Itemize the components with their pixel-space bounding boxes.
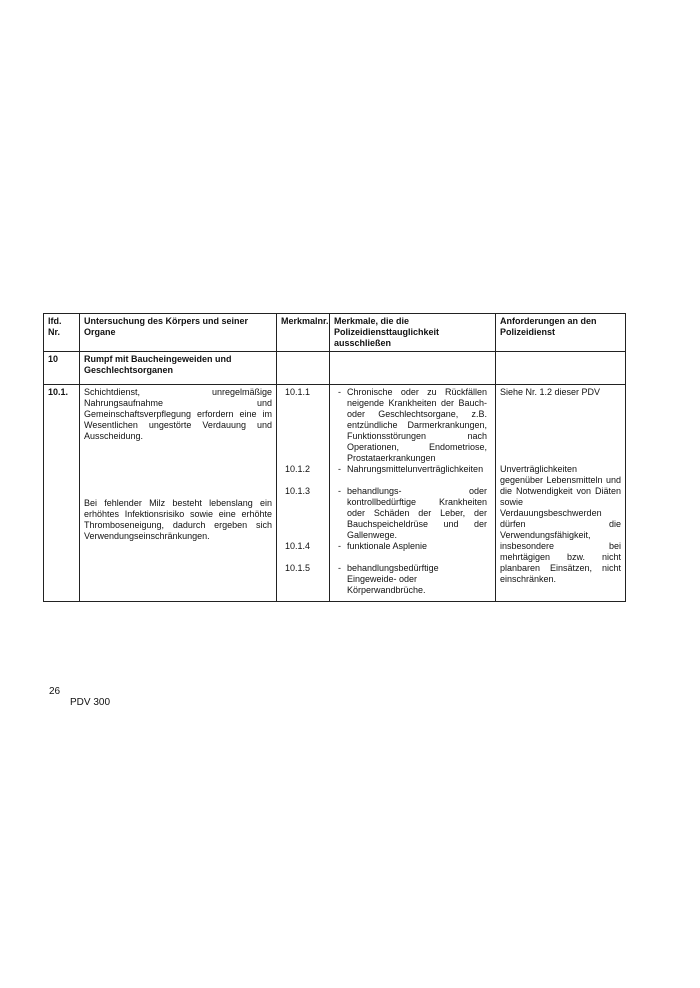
merkmal-number: 10.1.5 xyxy=(285,563,311,573)
section-empty-cell xyxy=(330,352,496,385)
header-untersuchung: Untersuchung des Körpers und seiner Organe xyxy=(80,314,277,352)
section-number: 10 xyxy=(44,352,80,385)
dash-marker: - xyxy=(338,464,341,474)
anforderung-text-1: Siehe Nr. 1.2 dieser PDV xyxy=(500,387,601,397)
section-row xyxy=(44,352,626,385)
merkmal-number: 10.1.2 xyxy=(285,464,311,474)
document-id: PDV 300 xyxy=(70,697,111,708)
merkmal-item xyxy=(338,387,487,464)
merkmal-text: Chronische oder zu Rückfällen neigende Krankheiten der Bauch- oder Geschlechtsorgane, z.B. entzündliche Darmerkrankungen, Funktionsstörungen nach Operationen, Endometriose, Prostataerkrankungen xyxy=(347,387,487,463)
page-number: 26 xyxy=(49,686,61,697)
merkmal-text: Nahrungsmittelunverträglichkeiten xyxy=(347,464,484,474)
untersuchung-cell xyxy=(80,385,277,602)
dash-marker: - xyxy=(338,563,341,573)
merkmal-text: funktionale Asplenie xyxy=(347,541,428,551)
merkmal-text: behandlungs- oder kontrollbedürftige Krankheiten oder Schäden der Leber, der Bauchspeicheldrüse und der Gallenwege. xyxy=(347,486,487,540)
row-number: 10.1. xyxy=(44,385,80,602)
requirements-table xyxy=(43,313,626,602)
header-merkmale: Merkmale, die die Polizeidiensttauglichkeit ausschließen xyxy=(330,314,496,352)
anforderungen-cell xyxy=(496,385,626,602)
header-nr: lfd. Nr. xyxy=(44,314,80,352)
merkmal-item xyxy=(338,541,487,552)
dash-marker: - xyxy=(338,387,341,397)
section-title: Rumpf mit Baucheingeweiden und Geschlechtsorganen xyxy=(80,352,277,385)
merkmale-cell xyxy=(330,385,496,602)
merkmal-item xyxy=(338,464,487,475)
dash-marker: - xyxy=(338,541,341,551)
dash-marker: - xyxy=(338,486,341,496)
table-row xyxy=(44,385,626,602)
section-empty-cell xyxy=(277,352,330,385)
untersuchung-text-1: Schichtdienst, unregelmäßige Nahrungsaufnahme und Gemeinschaftsverpflegung erfordern eine im Wesentlichen ungestörte Verdauung und Ausscheidung. xyxy=(84,387,272,441)
anforderung-text-2: Unverträglichkeiten gegenüber Lebensmitteln und die Notwendigkeit von Diäten sowie Verdauungsbeschwerden dürfen die Verwendungsfähigkeit, insbesondere bei mehrtägigen bzw. nicht planbaren Einsätzen, nicht einschränken. xyxy=(500,464,621,584)
merkmal-item xyxy=(338,486,487,541)
untersuchung-text-2: Bei fehlender Milz besteht lebenslang ein erhöhtes Infektionsrisiko sowie eine erhöhte Thromboseneigung, dadurch ergeben sich Verwendungseinschränkungen. xyxy=(84,498,272,541)
merkmal-text: behandlungsbedürftige Eingeweide- oder Körperwandbrüche. xyxy=(347,563,439,595)
merkmal-number: 10.1.3 xyxy=(285,486,311,496)
merkmal-item xyxy=(338,563,487,596)
table-header-row xyxy=(44,314,626,352)
section-empty-cell xyxy=(496,352,626,385)
merkmal-number: 10.1.4 xyxy=(285,541,311,551)
header-merkmalnr: Merkmalnr. xyxy=(277,314,330,352)
merkmalnr-cell xyxy=(277,385,330,602)
merkmal-number: 10.1.1 xyxy=(285,387,311,397)
header-anforderungen: Anforderungen an den Polizeidienst xyxy=(496,314,626,352)
